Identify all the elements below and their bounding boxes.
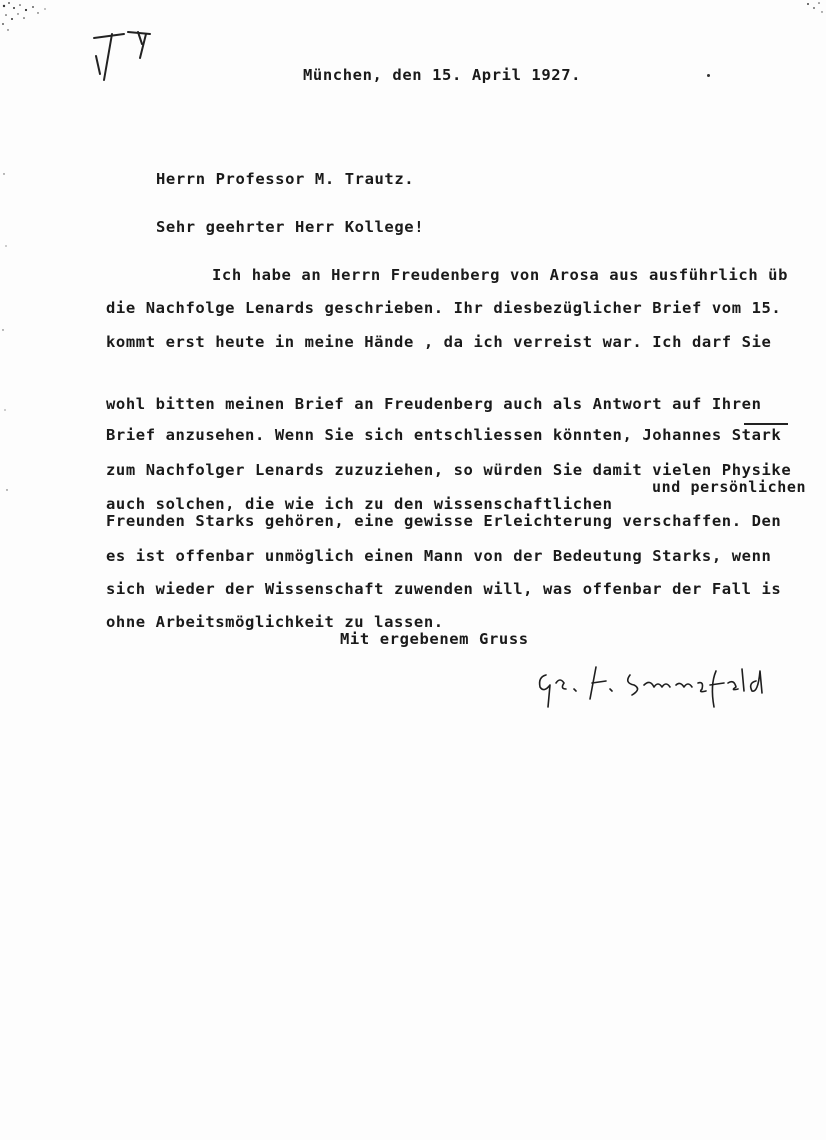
underline-stark xyxy=(744,423,788,425)
scan-noise-corner-right xyxy=(790,0,826,20)
body-line: auch solchen, die wie ich zu den wissenschaftlichen xyxy=(106,495,613,513)
body-line: Brief anzusehen. Wenn Sie sich entschliessen könnten, Johannes Stark xyxy=(106,426,782,444)
body-line: sich wieder der Wissenschaft zuwenden will, was offenbar der Fall is xyxy=(106,580,782,598)
body-line: ohne Arbeitsmöglichkeit zu lassen. xyxy=(106,613,444,631)
body-line: wohl bitten meinen Brief an Freudenberg auch als Antwort auf Ihren xyxy=(106,395,762,413)
body-line: Ich habe an Herrn Freudenberg von Arosa aus ausführlich üb xyxy=(212,266,789,284)
recipient-line: Herrn Professor M. Trautz. xyxy=(156,170,415,188)
closing-line: Mit ergebenem Gruss xyxy=(340,630,529,648)
scan-noise-corner xyxy=(0,0,60,40)
scan-noise-left-edge xyxy=(0,150,12,550)
salutation-line: Sehr geehrter Herr Kollege! xyxy=(156,218,425,236)
signature xyxy=(530,655,780,715)
body-line: es ist offenbar unmöglich einen Mann von der Bedeutung Starks, wenn xyxy=(106,547,772,565)
stray-dot xyxy=(707,74,710,77)
body-line: zum Nachfolger Lenards zuzuziehen, so würden Sie damit vielen Physike xyxy=(106,461,792,479)
body-line: kommt erst heute in meine Hände , da ich verreist war. Ich darf Sie xyxy=(106,333,772,351)
handwritten-mark xyxy=(88,24,158,88)
body-line: die Nachfolge Lenards geschrieben. Ihr diesbezüglicher Brief vom 15. xyxy=(106,299,782,317)
date-line: München, den 15. April 1927. xyxy=(303,66,582,84)
body-line-insertion: und persönlichen xyxy=(652,478,807,496)
body-line: Freunden Starks gehören, eine gewisse Erleichterung verschaffen. Den xyxy=(106,512,782,530)
